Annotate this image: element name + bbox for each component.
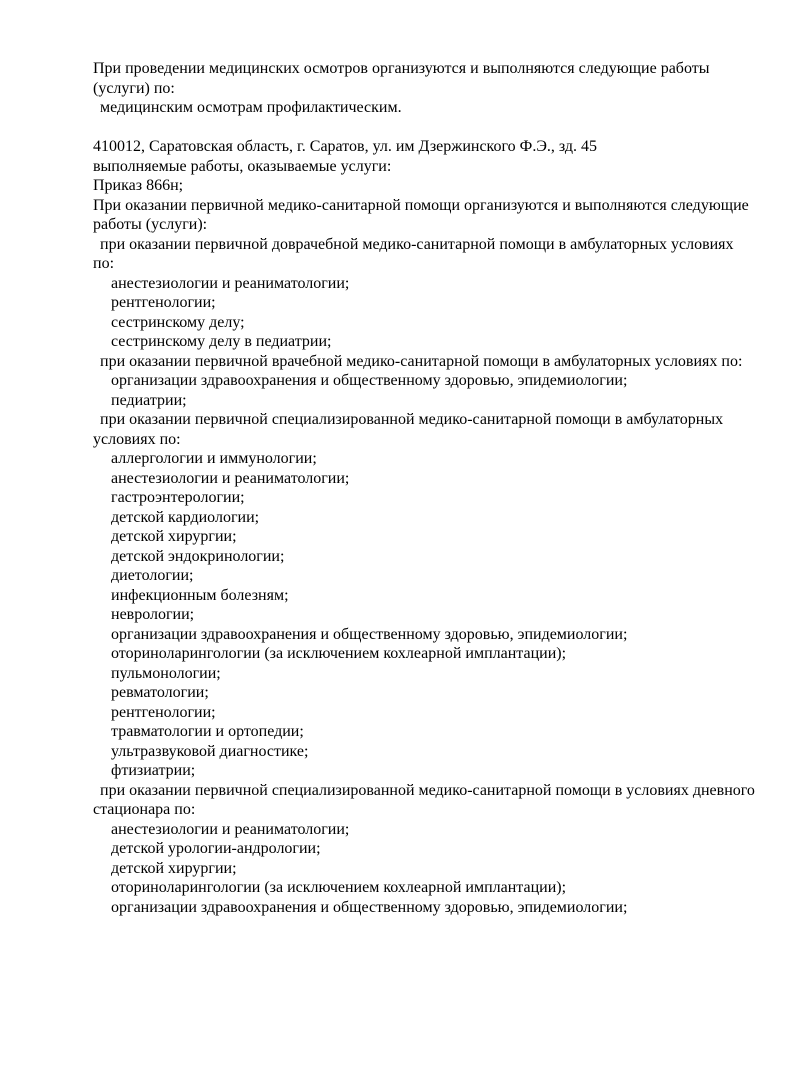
document-line: сестринскому делу в педиатрии;: [111, 333, 332, 350]
document-line: стационара по:: [93, 801, 196, 818]
document-line: детской хирургии;: [111, 859, 237, 877]
document-line: диетологии;: [111, 567, 194, 584]
document-line: оториноларингологии (за исключением кохлеарной имплантации);: [111, 645, 567, 662]
document-line: пульмонологии;: [111, 664, 221, 682]
document-line: при оказании первичной доврачебной медико-санитарной помощи в амбулаторных условиях: [100, 235, 734, 253]
document-line: по:: [93, 255, 115, 272]
document-line: травматологии и ортопедии;: [111, 723, 304, 740]
document-line: [93, 118, 758, 138]
document-line: гастроэнтерологии;: [111, 489, 245, 506]
document-line: условиях по:: [93, 430, 181, 448]
document-line: детской эндокринологии;: [111, 547, 285, 565]
document-line: при оказании первичной специализированной медико-санитарной помощи в амбулаторных: [100, 411, 724, 428]
document-text-block: [93, 59, 758, 917]
document-line: рентгенологии;: [111, 294, 216, 311]
document-line: ревматологии;: [111, 684, 209, 701]
document-line: оториноларингологии (за исключением кохлеарной имплантации);: [111, 879, 567, 896]
document-line: организации здравоохранения и общественному здоровью, эпидемиологии;: [111, 372, 628, 389]
document-line: аллергологии и иммунологии;: [111, 450, 317, 467]
document-line: При оказании первичной медико-санитарной помощи организуются и выполняются следующие: [93, 196, 749, 214]
document-line: анестезиологии и реаниматологии;: [111, 274, 350, 292]
document-line: сестринскому делу;: [111, 313, 245, 331]
document-line: медицинским осмотрам профилактическим.: [100, 99, 402, 116]
document-line: при оказании первичной специализированной медико-санитарной помощи в условиях дневного: [100, 781, 755, 799]
document-line: инфекционным болезням;: [111, 586, 289, 604]
document-line: детской урологии-андрологии;: [111, 840, 321, 857]
document-line: анестезиологии и реаниматологии;: [111, 820, 350, 838]
document-line: организации здравоохранения и общественному здоровью, эпидемиологии;: [111, 625, 628, 643]
document-line: работы (услуги):: [93, 216, 208, 233]
document-line: рентгенологии;: [111, 703, 216, 721]
document-line: фтизиатрии;: [111, 762, 196, 779]
document-line: 410012, Саратовская область, г. Саратов, ул. им Дзержинского Ф.Э., зд. 45: [93, 138, 598, 155]
document-line: при оказании первичной врачебной медико-санитарной помощи в амбулаторных условиях по:: [100, 352, 743, 370]
document-line: При проведении медицинских осмотров организуются и выполняются следующие работы: [93, 60, 710, 77]
document-line: анестезиологии и реаниматологии;: [111, 469, 350, 487]
document-line: Приказ 866н;: [93, 177, 184, 194]
document-line: ультразвуковой диагностике;: [111, 742, 309, 760]
document-line: педиатрии;: [111, 391, 187, 409]
document-line: детской хирургии;: [111, 528, 237, 545]
document-line: выполняемые работы, оказываемые услуги:: [93, 157, 392, 175]
document-line: детской кардиологии;: [111, 508, 260, 526]
document-line: неврологии;: [111, 606, 195, 623]
document-line: организации здравоохранения и общественному здоровью, эпидемиологии;: [111, 898, 628, 916]
document-line: (услуги) по:: [93, 79, 175, 97]
